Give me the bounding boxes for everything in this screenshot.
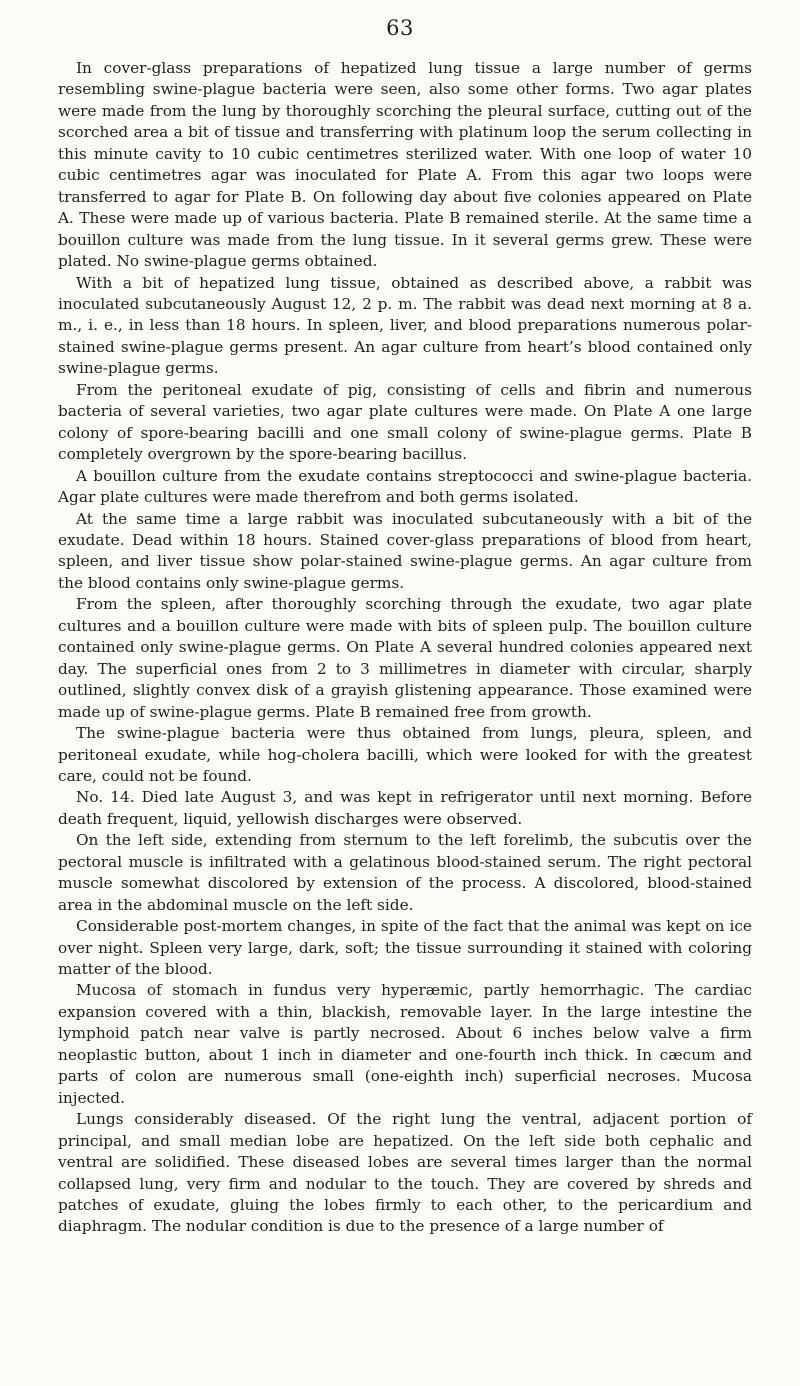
paragraph: No. 14. Died late August 3, and was kept in refrigerator until next morning. Before death frequent, liquid, yellowish discharges were observed.	[58, 788, 752, 828]
paragraph: A bouillon culture from the exudate contains streptococci and swine-plague bacteria. Agar plate cultures were made therefrom and both germs isolated.	[58, 466, 752, 507]
paragraph: From the peritoneal exudate of pig, consisting of cells and fibrin and numerous bacteria of several varieties, two agar plate cultures were made. On Plate A one large colony of spore-bearing bacilli and one small colony of swine-plague germs. Plate B completely overgrown by the spore-bearing bacillus.	[58, 380, 752, 464]
page-number: 63	[386, 16, 414, 40]
paragraph: The swine-plague bacteria were thus obtained from lungs, pleura, spleen, and peritoneal exudate, while hog-cholera bacilli, which were looked for with the greatest care, could not be found.	[58, 724, 752, 785]
body-text	[58, 58, 752, 1238]
paragraph: In cover-glass preparations of hepatized lung tissue a large number of germs resembling swine-plague bacteria were seen, also some other forms. Two agar plates were made from the lung by thoroughly scorching the pleural surface, cutting out of the scorched area a bit of tissue and transferring with platinum loop the serum collecting in this minute cavity to 10 cubic centimetres sterilized water. With one loop of water 10 cubic centimetres agar was inoculated for Plate A. From this agar two loops were transferred to agar for Plate B. On following day about five colonies appeared on Plate A. These were made up of various bacteria. Plate B remained sterile. At the same time a bouillon culture was made from the lung tissue. In it several germs grew. These were plated. No swine-plague germs obtained.	[58, 59, 752, 271]
paragraph: Considerable post-mortem changes, in spite of the fact that the animal was kept on ice over night. Spleen very large, dark, soft; the tissue surrounding it stained with coloring matter of the blood.	[58, 917, 752, 979]
paragraph: With a bit of hepatized lung tissue, obtained as described above, a rabbit was inoculated subcutaneously August 12, 2 p. m. The rabbit was dead next morning at 8 a. m., i. e., in less than 18 hours. In spleen, liver, and blood preparations numerous polar-stained swine-plague germs present. An agar culture from heart’s blood contained only swine-plague germs.	[58, 273, 752, 378]
paragraph: From the spleen, after thoroughly scorching through the exudate, two agar plate cultures and a bouillon culture were made with bits of spleen pulp. The bouillon culture contained only swine-plague germs. On Plate A several hundred colonies appeared next day. The superficial ones from 2 to 3 millimetres in diameter with circular, sharply outlined, slightly convex disk of a grayish glistening appearance. Those examined were made up of swine-plague germs. Plate B remained free from growth.	[58, 595, 752, 721]
paragraph: Mucosa of stomach in fundus very hyperæmic, partly hemorrhagic. The cardiac expansion covered with a thin, blackish, removable layer. In the large intestine the lymphoid patch near valve is partly necrosed. About 6 inches below valve a firm neoplastic button, about 1 inch in diameter and one-fourth inch thick. In cæcum and parts of colon are numerous small (one-eighth inch) superficial necroses. Mucosa injected.	[58, 981, 752, 1107]
paragraph: Lungs considerably diseased. Of the right lung the ventral, adjacent portion of principal, and small median lobe are hepatized. On the left side both cephalic and ventral are solidified. These diseased lobes are several times larger than the normal collapsed lung, very firm and nodular to the touch. They are covered by shreds and patches of exudate, gluing the lobes firmly to each other, to the pericardium and diaphragm. The nodular condition is due to the presence of a large number of	[58, 1110, 752, 1236]
paragraph: On the left side, extending from sternum to the left forelimb, the subcutis over the pectoral muscle is infiltrated with a gelatinous blood-stained serum. The right pectoral muscle somewhat discolored by extension of the process. A discolored, blood-stained area in the abdominal muscle on the left side.	[58, 831, 752, 914]
paragraph: At the same time a large rabbit was inoculated subcutaneously with a bit of the exudate. Dead within 18 hours. Stained cover-glass preparations of blood from heart, spleen, and liver tissue show polar-stained swine-plague germs. An agar culture from the blood contains only swine-plague germs.	[58, 509, 752, 592]
